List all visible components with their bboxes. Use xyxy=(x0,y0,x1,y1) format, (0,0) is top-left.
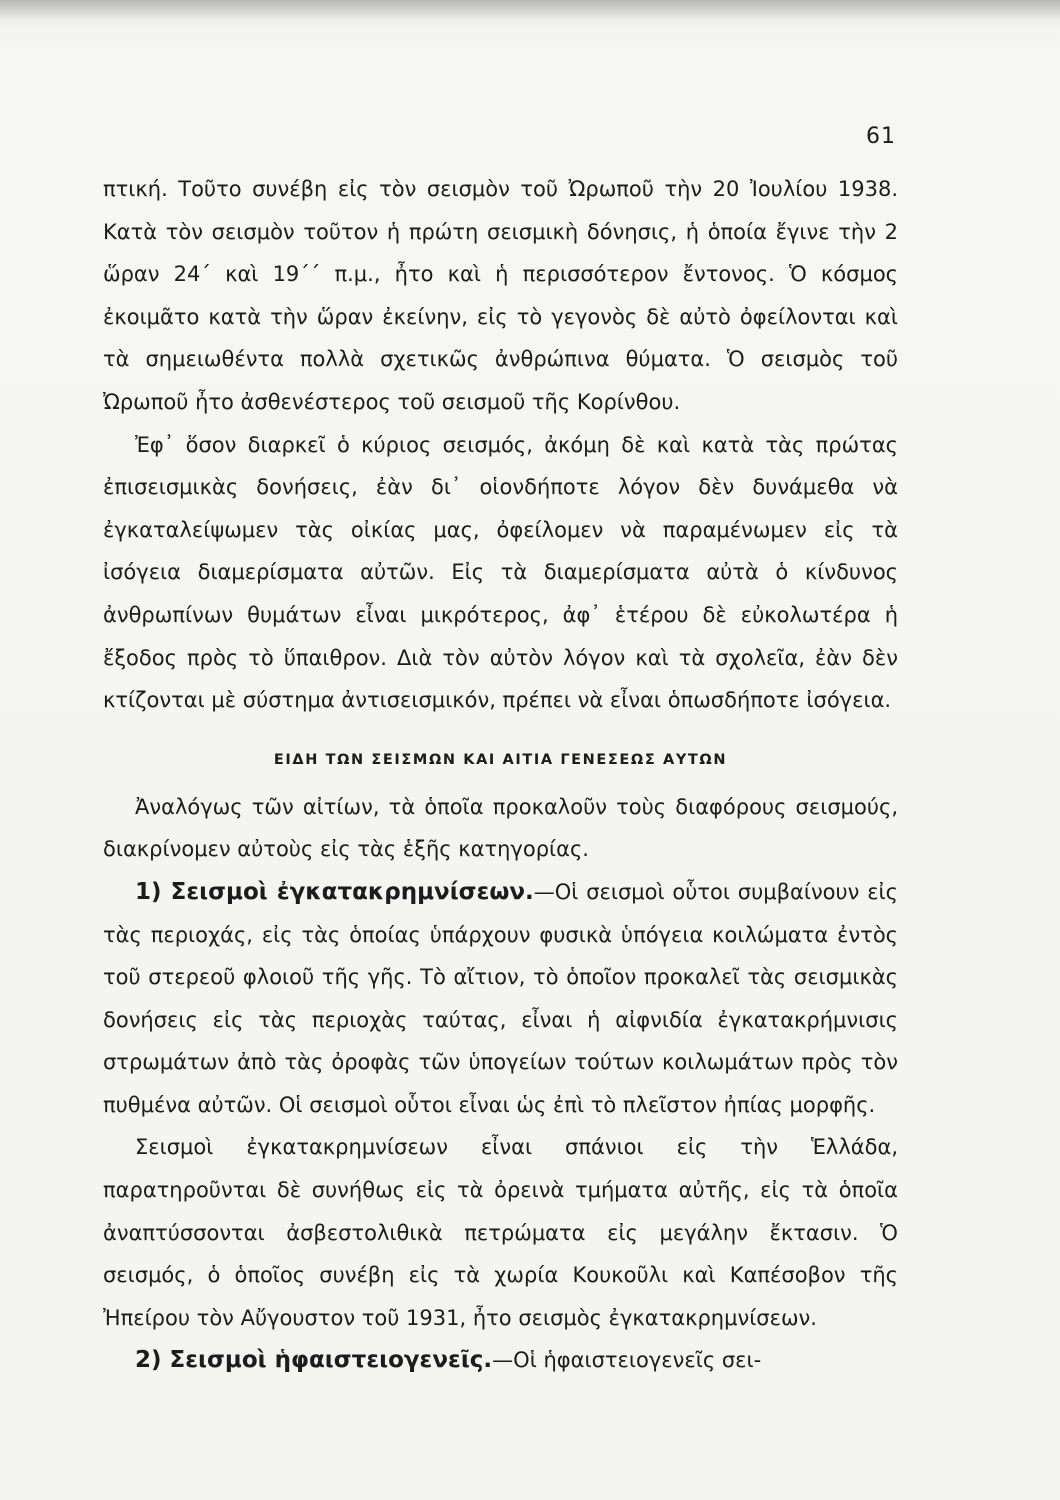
paragraph-item-1-greece: Σεισμοὶ ἐγκατακρημνίσεων εἶναι σπάνιοι εἰς τὴν Ἑλλάδα, παρατηροῦνται δὲ συνήθως εἰς τὰ ὀρεινὰ τμήματα αὐτῆς, εἰς τὰ ὁποῖα ἀναπτύσσονται ἀσβεστολιθικὰ πετρώματα εἰς μεγάλην ἔκτασιν. Ὁ σεισμός, ὁ ὁποῖος συνέβη εἰς τὰ χωρία Κουκοῦλι καὶ Καπέσοβον τῆς Ἠπείρου τὸν Αὔγουστον τοῦ 1931, ἦτο σεισμὸς ἐγκατακρημνίσεων. xyxy=(103,1135,898,1330)
section-heading: ΕΙΔΗ ΤΩΝ ΣΕΙΣΜΩΝ ΚΑΙ ΑΙΤΙΑ ΓΕΝΕΣΕΩΣ ΑΥΤΩΝ xyxy=(273,751,728,768)
item-1-title: 1) Σεισμοὶ ἐγκατακρημνίσεων. xyxy=(135,878,534,905)
paragraph-safety: Ἐφ᾽ ὅσον διαρκεῖ ὁ κύριος σεισμός, ἀκόμη δὲ καὶ κατὰ τὰς πρώτας ἐπισεισμικὰς δονήσεις, ἐὰν δι᾽ οἱονδήποτε λόγον δὲν δυνάμεθα νὰ ἐγκαταλείψωμεν τὰς οἰκίας μας, ὀφείλομεν νὰ παραμένωμεν εἰς τὰ ἰσόγεια διαμερίσματα αὐτῶν. Εἰς τὰ διαμερίσματα αὐτὰ ὁ κίνδυνος ἀνθρωπίνων θυμάτων εἶναι μικρότερος, ἀφ᾽ ἑτέρου δὲ εὐκολωτέρα ἡ ἔξοδος πρὸς τὸ ὕπαιθρον. Διὰ τὸν αὐτὸν λόγον καὶ τὰ σχολεῖα, ἐὰν δὲν κτίζονται μὲ σύστημα ἀντισεισμικόν, πρέπει νὰ εἶναι ὁπωσδήποτε ἰσόγεια. xyxy=(103,432,898,713)
item-2-title: 2) Σεισμοὶ ἡφαιστειογενεῖς. xyxy=(135,1347,493,1374)
paragraph-intro: Ἀναλόγως τῶν αἰτίων, τὰ ὁποῖα προκαλοῦν τοὺς διαφόρους σεισμούς, διακρίνομεν αὐτοὺς εἰς τὰς ἑξῆς κατηγορίας. xyxy=(103,794,898,862)
page-number: 61 xyxy=(866,124,896,149)
body-text xyxy=(103,168,898,1382)
paragraph-item-1 xyxy=(103,871,898,1127)
item-2-text: —Οἱ ἡφαιστειογενεῖς σει- xyxy=(492,1348,762,1373)
paragraph-continuation: πτική. Τοῦτο συνέβη εἰς τὸν σεισμὸν τοῦ Ὠρωποῦ τὴν 20 Ἰουλίου 1938. Κατὰ τὸν σεισμὸν τοῦτον ἡ πρώτη σεισμικὴ δόνησις, ἡ ὁποία ἔγινε τὴν 2 ὥραν 24΄ καὶ 19΄΄ π.μ., ἦτο καὶ ἡ περισσότερον ἔντονος. Ὁ κόσμος ἐκοιμᾶτο κατὰ τὴν ὥραν ἐκείνην, εἰς τὸ γεγονὸς δὲ αὐτὸ ὀφείλονται καὶ τὰ σημειωθέντα πολλὰ σχετικῶς ἀνθρώπινα θύματα. Ὁ σεισμὸς τοῦ Ὠρωποῦ ἦτο ἀσθενέστερος τοῦ σεισμοῦ τῆς Κορίνθου. xyxy=(103,177,898,414)
page-top-edge xyxy=(0,0,1060,18)
item-1-text: —Οἱ σεισμοὶ οὗτοι συμβαίνουν εἰς τὰς περιοχάς, εἰς τὰς ὁποίας ὑπάρχουν φυσικὰ ὑπόγεια κοιλώματα ἐντὸς τοῦ στερεοῦ φλοιοῦ τῆς γῆς. Τὸ αἴτιον, τὸ ὁποῖον προκαλεῖ τὰς σεισμικὰς δονήσεις εἰς τὰς περιοχὰς ταύτας, εἶναι ἡ αἰφνιδία ἐγκατακρήμνισις στρωμάτων ἀπὸ τὰς ὀροφὰς τῶν ὑπογείων τούτων κοιλωμάτων πρὸς τὸν πυθμένα αὐτῶν. Οἱ σεισμοὶ οὗτοι εἶναι ὡς ἐπὶ τὸ πλεῖστον ἠπίας μορφῆς. xyxy=(103,879,898,1117)
paragraph-item-2 xyxy=(103,1339,898,1382)
